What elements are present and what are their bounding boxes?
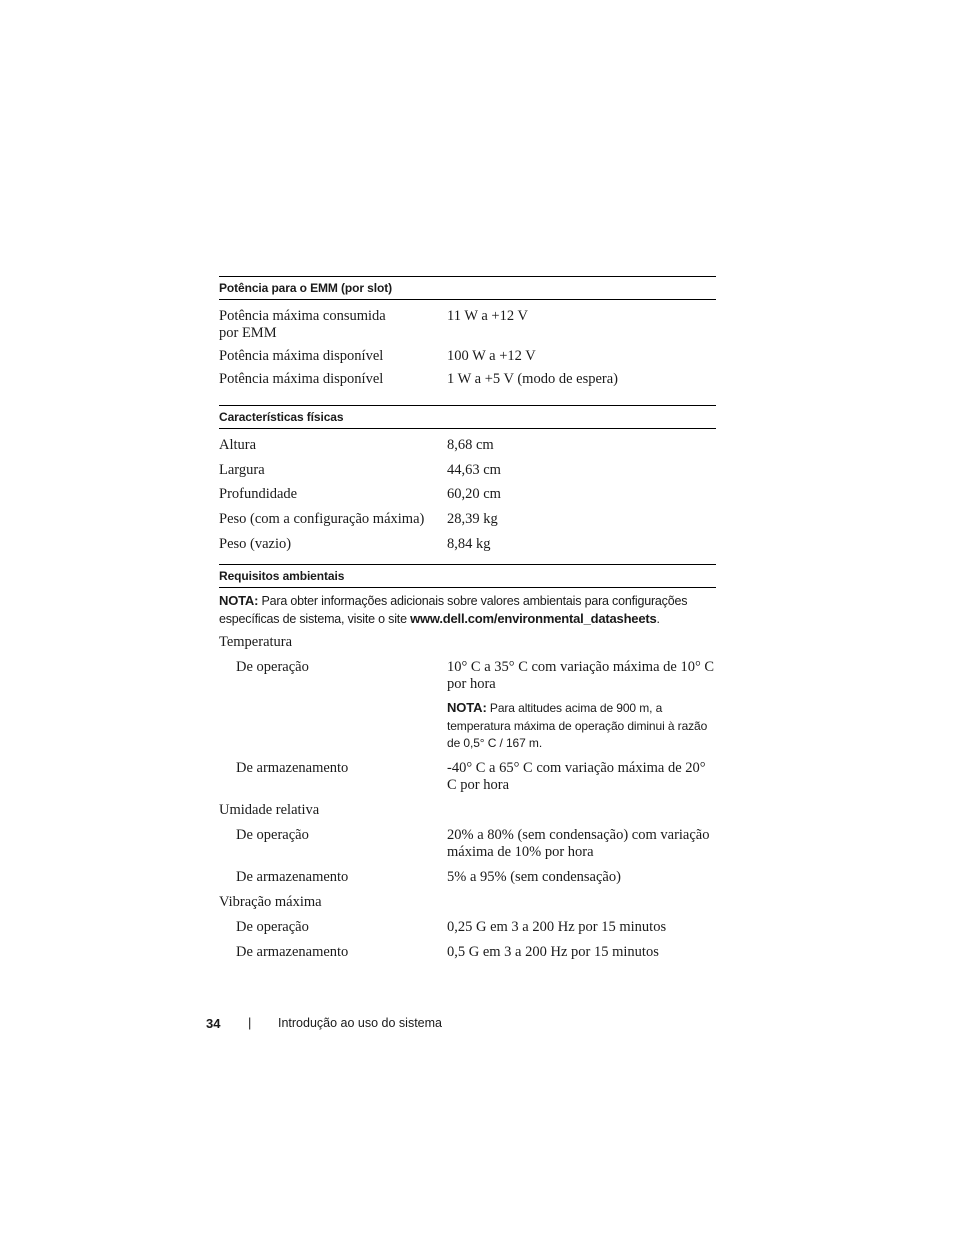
note-prefix: NOTA: (447, 700, 487, 715)
spec-label: Peso (com a configuração máxima) (219, 511, 425, 527)
spec-row (219, 869, 716, 886)
note-text: Para obter informações adicionais sobre valores ambientais para configurações específicas de sistema, visite o site (219, 594, 688, 626)
spec-label: Largura (219, 462, 265, 478)
spec-row (219, 462, 716, 479)
spec-label: De armazenamento (236, 943, 349, 960)
humidity-label: Umidade relativa (219, 801, 320, 818)
spec-value: 28,39 kg (447, 511, 498, 527)
spec-value-cell (447, 659, 716, 753)
spec-value: 0,5 G em 3 a 200 Hz por 15 minutos (447, 943, 659, 960)
spec-value: 8,68 cm (447, 437, 494, 453)
spec-row (219, 919, 716, 936)
spec-value: -40° C a 65° C com variação máxima de 20° C por hora (447, 759, 706, 793)
spec-group-label (219, 634, 716, 651)
spec-row (219, 944, 716, 961)
spec-row (219, 659, 716, 753)
spec-row (219, 827, 716, 861)
spec-row (219, 308, 716, 342)
spec-label: Peso (vazio) (219, 536, 292, 552)
spec-label: De operação (236, 659, 309, 675)
spec-value: 100 W a +12 V (447, 348, 536, 364)
spec-row (219, 437, 716, 454)
spec-label: De armazenamento (236, 868, 349, 885)
spec-value: 60,20 cm (447, 486, 501, 502)
spec-row (219, 371, 716, 388)
section-heading-physical: Características físicas (219, 405, 716, 429)
emm-power-rows (219, 300, 716, 388)
temperature-label: Temperatura (219, 634, 293, 650)
spec-value: 44,63 cm (447, 462, 501, 478)
spec-label: De operação (236, 826, 309, 843)
specifications-table (219, 276, 716, 961)
physical-rows (219, 429, 716, 553)
note-text: Para altitudes acima de 900 m, a temperatura máxima de operação diminui à razão de 0,5° C / 167 m. (447, 701, 708, 750)
spec-label: Potência máxima disponível (219, 348, 384, 364)
spec-label: Altura (219, 437, 257, 453)
environmental-note (219, 592, 716, 628)
spec-label: Potência máxima consumida por EMM (219, 308, 386, 341)
spec-group-label (219, 894, 716, 911)
spec-label: De armazenamento (236, 759, 349, 776)
spec-value: 10° C a 35° C com variação máxima de 10° C por hora (447, 659, 715, 692)
spec-row (219, 486, 716, 503)
spec-row (219, 511, 716, 528)
spec-value: 5% a 95% (sem condensação) (447, 868, 621, 885)
altitude-note (447, 699, 716, 753)
section-heading-emm-power: Potência para o EMM (por slot) (219, 276, 716, 300)
vibration-label: Vibração máxima (219, 893, 322, 910)
note-prefix: NOTA: (219, 593, 259, 608)
spec-value: 20% a 80% (sem condensação) com variação máxima de 10% por hora (447, 826, 710, 860)
spec-row (219, 348, 716, 365)
spec-row (219, 760, 716, 794)
spec-label: Potência máxima disponível (219, 371, 384, 387)
spec-label: Profundidade (219, 486, 298, 502)
section-heading-environmental: Requisitos ambientais (219, 564, 716, 588)
spec-label: De operação (236, 918, 309, 935)
spec-value: 8,84 kg (447, 536, 491, 552)
spec-value: 11 W a +12 V (447, 308, 528, 324)
page-number: 34 (206, 1016, 221, 1031)
spec-row (219, 536, 716, 553)
note-suffix: . (656, 612, 660, 626)
spec-value: 0,25 G em 3 a 200 Hz por 15 minutos (447, 918, 667, 935)
environmental-datasheets-link[interactable]: www.dell.com/environmental_datasheets (410, 611, 657, 626)
footer-separator: | (248, 1015, 252, 1030)
spec-group-label (219, 802, 716, 819)
footer-title: Introdução ao uso do sistema (278, 1016, 442, 1030)
spec-value: 1 W a +5 V (modo de espera) (447, 371, 618, 387)
